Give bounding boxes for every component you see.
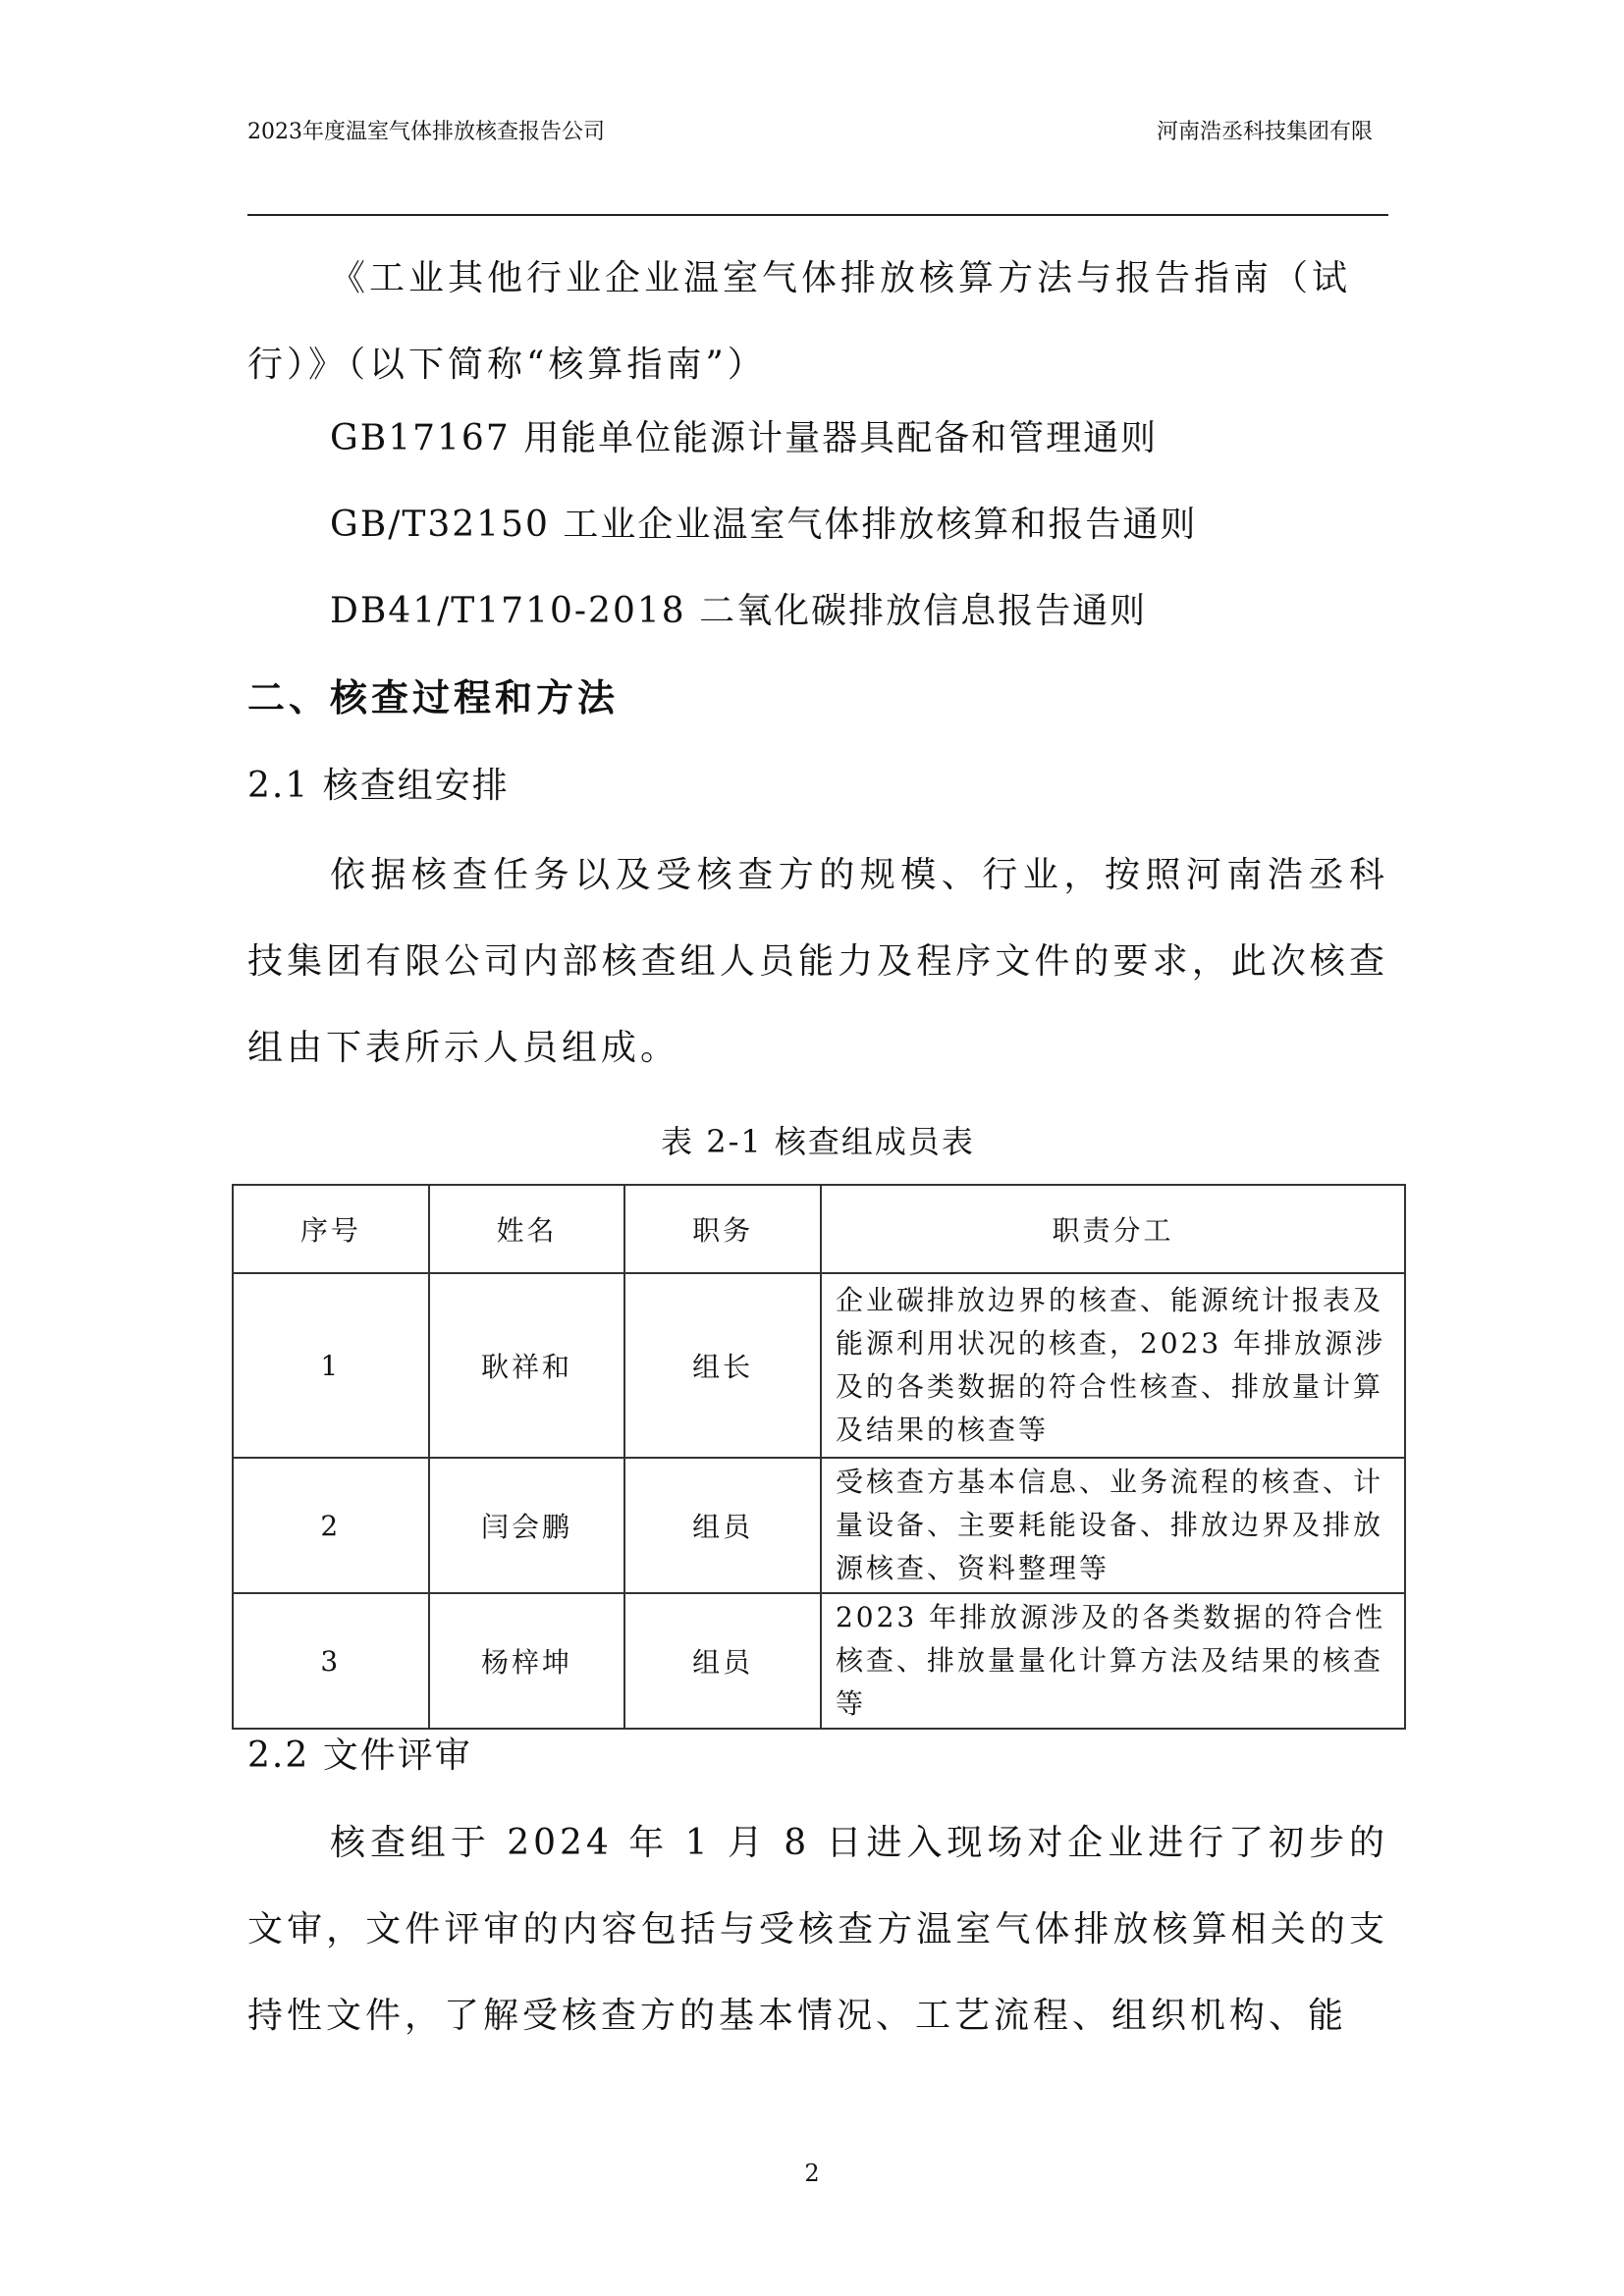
table-row [233,1593,1405,1729]
cell-name: 杨梓坤 [429,1593,625,1729]
header-cell-no: 序号 [233,1185,429,1273]
cell-no: 1 [233,1273,429,1458]
header-divider [247,214,1388,216]
cell-duty: 受核查方基本信息、业务流程的核查、计量设备、主要耗能设备、排放边界及排放源核查、资料整理等 [821,1458,1405,1593]
header-right: 河南浩丞科技集团有限 [1156,120,1373,144]
reference-standard-3: DB41/T1710-2018 二氧化碳排放信息报告通则 [330,591,1148,631]
table-header-row [233,1185,1405,1273]
cell-role: 组员 [624,1458,821,1593]
table-row [233,1458,1405,1593]
header-cell-duty: 职责分工 [821,1185,1405,1273]
subsection-heading-2-1: 2.1 核查组安排 [247,766,510,806]
reference-standard-1: GB17167 用能单位能源计量器具配备和管理通则 [330,418,1159,458]
cell-no: 2 [233,1458,429,1593]
table-caption: 表 2-1 核查组成员表 [661,1123,975,1160]
reference-standard-2: GB/T32150 工业企业温室气体排放核算和报告通则 [330,505,1198,545]
header-left: 2023年度温室气体排放核查报告公司 [247,120,605,144]
cell-duty: 2023 年排放源涉及的各类数据的符合性核查、排放量量化计算方法及结果的核查等 [821,1593,1405,1729]
header-cell-name: 姓名 [429,1185,625,1273]
team-members-table [232,1184,1406,1730]
cell-name: 耿祥和 [429,1273,625,1458]
cell-no: 3 [233,1593,429,1729]
page-number: 2 [804,2160,820,2187]
reference-guide: 《工业其他行业企业温室气体排放核算方法与报告指南（试行）》（以下简称“核算指南”） [247,258,1352,385]
cell-role: 组员 [624,1593,821,1729]
paragraph-team-arrangement: 依据核查任务以及受核查方的规模、行业，按照河南浩丞科技集团有限公司内部核查组人员能力及程序文件的要求，此次核查组由下表所示人员组成。 [247,855,1388,1068]
cell-duty: 企业碳排放边界的核查、能源统计报表及能源利用状况的核查，2023 年排放源涉及的各类数据的符合性核查、排放量计算及结果的核查等 [821,1273,1405,1458]
paragraph-document-review: 核查组于 2024 年 1 月 8 日进入现场对企业进行了初步的文审，文件评审的内容包括与受核查方温室气体排放核算相关的支持性文件，了解受核查方的基本情况、工艺流程、组织机构、能 [247,1823,1388,2036]
section-heading: 二、核查过程和方法 [247,676,620,720]
subsection-heading-2-2: 2.2 文件评审 [247,1735,472,1776]
cell-role: 组长 [624,1273,821,1458]
header-cell-role: 职务 [624,1185,821,1273]
table-row [233,1273,1405,1458]
cell-name: 闫会鹏 [429,1458,625,1593]
